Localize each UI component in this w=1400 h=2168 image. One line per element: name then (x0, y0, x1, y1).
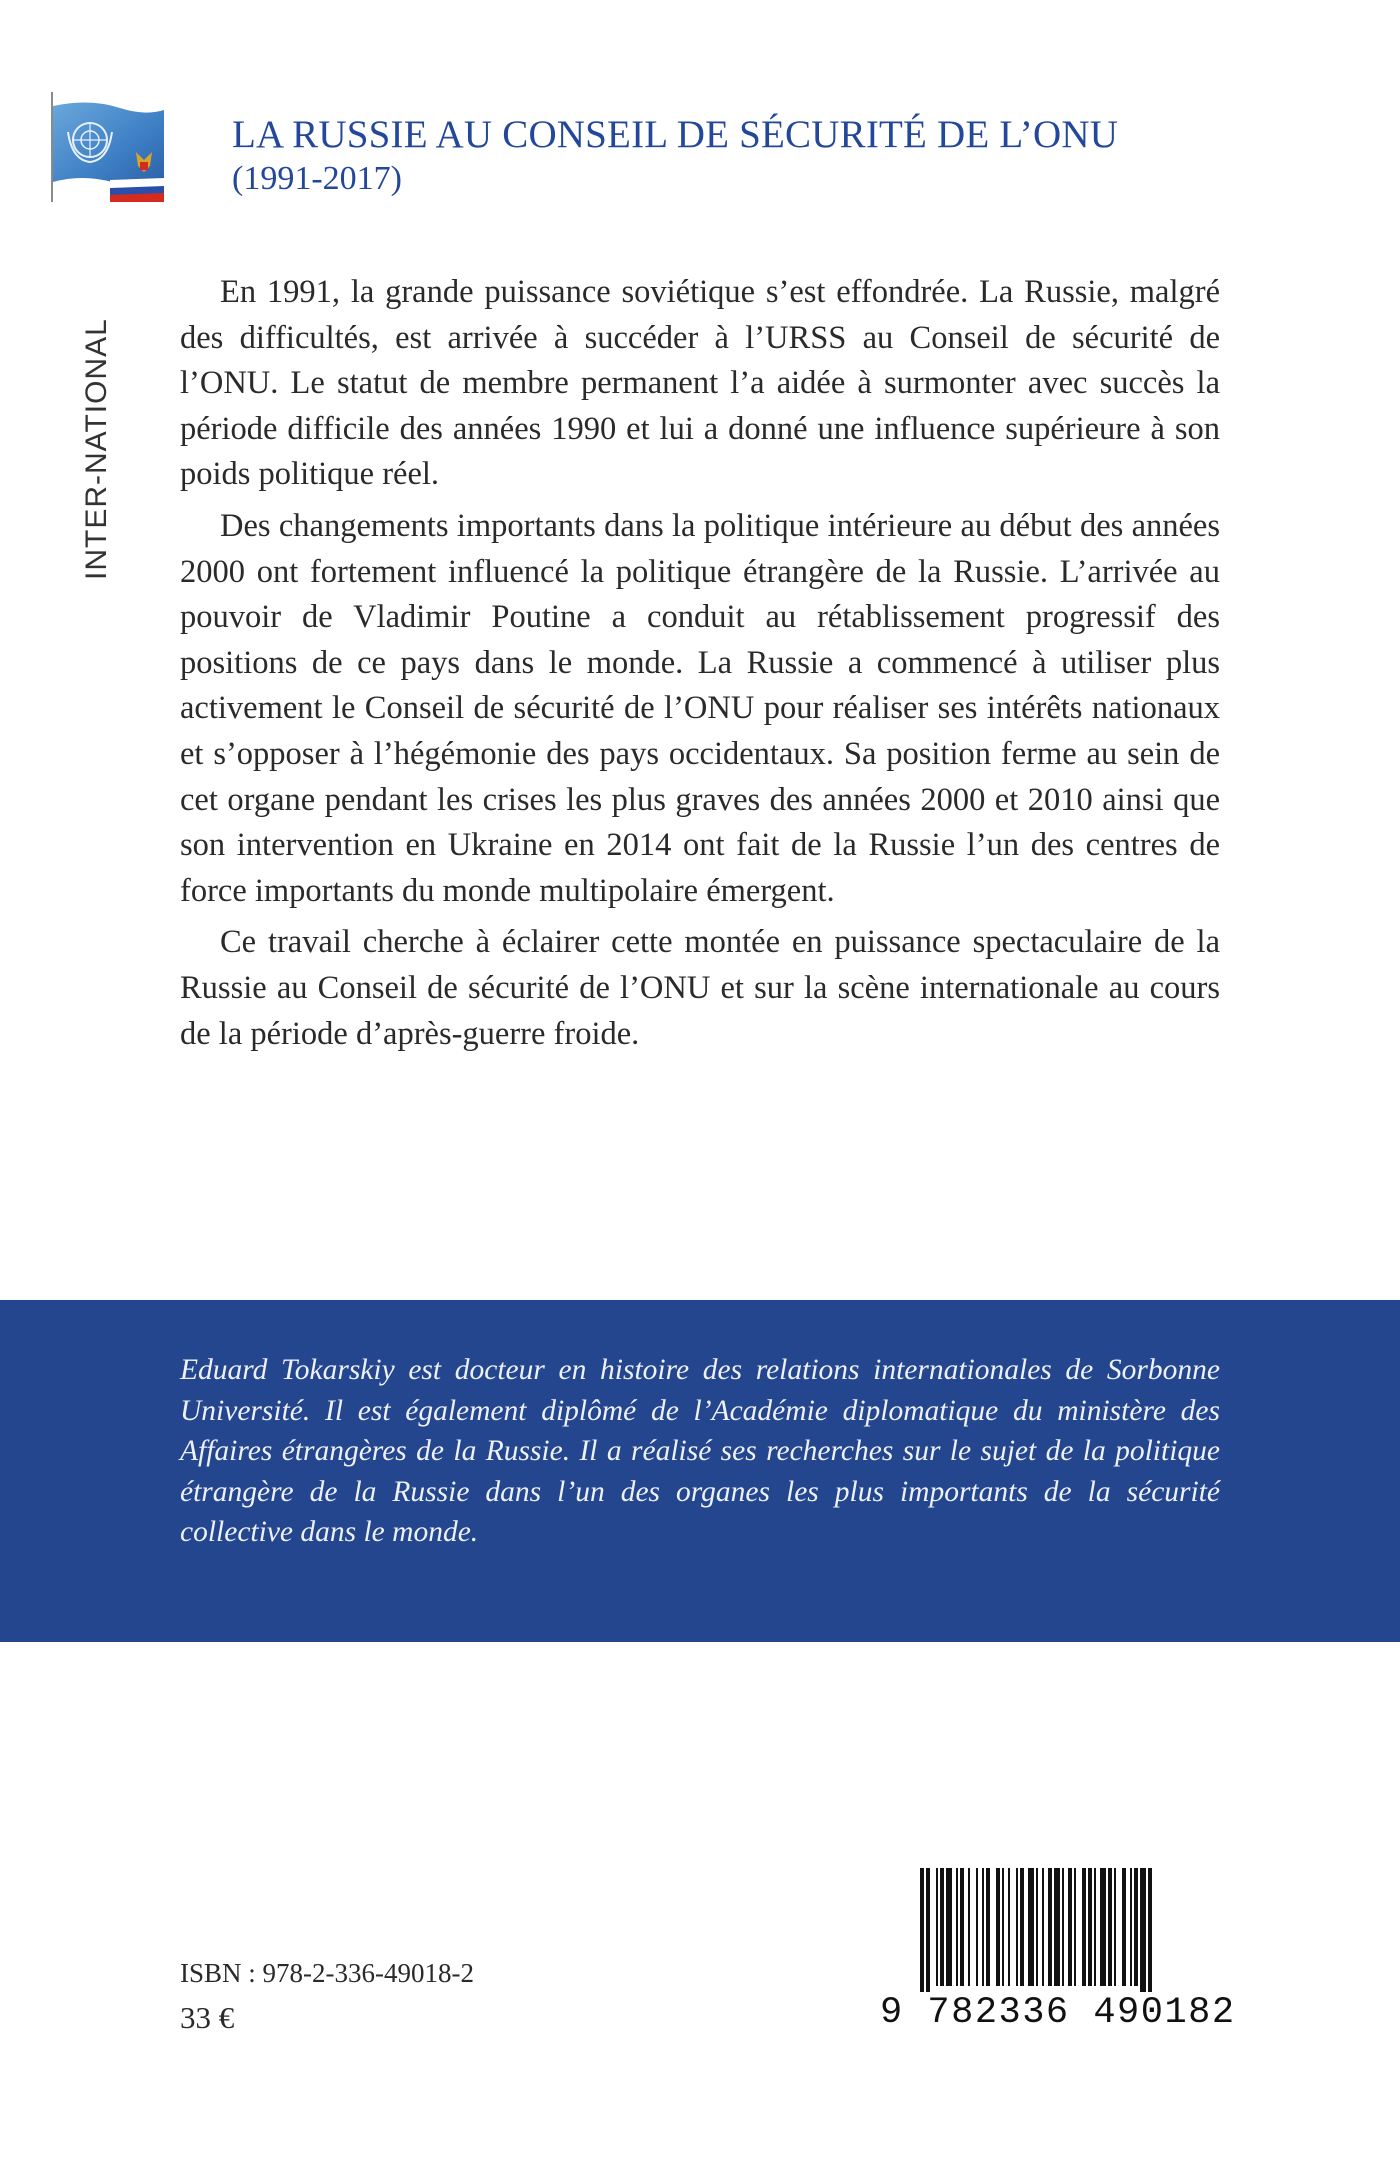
back-cover-abstract (180, 270, 1220, 1063)
book-title: LA RUSSIE AU CONSEIL DE SÉCURITÉ DE L’ONU (232, 113, 1119, 156)
book-subtitle-years: (1991-2017) (232, 160, 402, 197)
barcode-icon (920, 1868, 1190, 1992)
abstract-paragraph: En 1991, la grande puissance soviétique s’est effondrée. La Russie, malgré des difficultés, est arrivée à succéder à l’URSS au Conseil de sécurité de l’ONU. Le statut de membre permanent l’a aidée à surmonter avec succès la période difficile des années 1990 et lui a donné une influence supérieure à son poids politique réel. (180, 274, 1220, 493)
price: 33 € (180, 2000, 235, 2035)
barcode-digits: 9 782336 490182 (880, 1992, 1236, 2034)
series-label: INTER-NATIONAL (80, 318, 113, 580)
abstract-paragraph: Ce travail cherche à éclairer cette montée en puissance spectaculaire de la Russie au Conseil de sécurité de l’ONU et sur la scène internationale au cours de la période d’après-guerre froide. (180, 924, 1220, 1052)
author-bio-band (0, 1300, 1400, 1642)
abstract-paragraph: Des changements importants dans la politique intérieure au début des années 2000 ont fortement influencé la politique étrangère de la Russie. L’arrivée au pouvoir de Vladimir Poutine a conduit au rétablissement progressif des positions de ce pays dans le monde. La Russie a commencé à utiliser plus activement le Conseil de sécurité de l’ONU pour réaliser ses intérêts nationaux et s’opposer à l’hégémonie des pays occidentaux. Sa position ferme au sein de cet organe pendant les crises les plus graves des années 2000 et 2010 ainsi que son intervention en Ukraine en 2014 ont fait de la Russie l’un des centres de force importants du monde multipolaire émergent. (180, 507, 1220, 909)
author-bio: Eduard Tokarskiy est docteur en histoire des relations internationales de Sorbonne Université. Il est également diplômé de l’Académie diplomatique du ministère des Affaires étrangères de la Russie. Il a réalisé ses recherches sur le sujet de la politique étrangère de la Russie dans l’un des organes les plus importants de la sécurité collective dans le monde. (180, 1354, 1220, 1548)
isbn: ISBN : 978-2-336-49018-2 (180, 1958, 474, 1988)
barcode (880, 1860, 1236, 2042)
